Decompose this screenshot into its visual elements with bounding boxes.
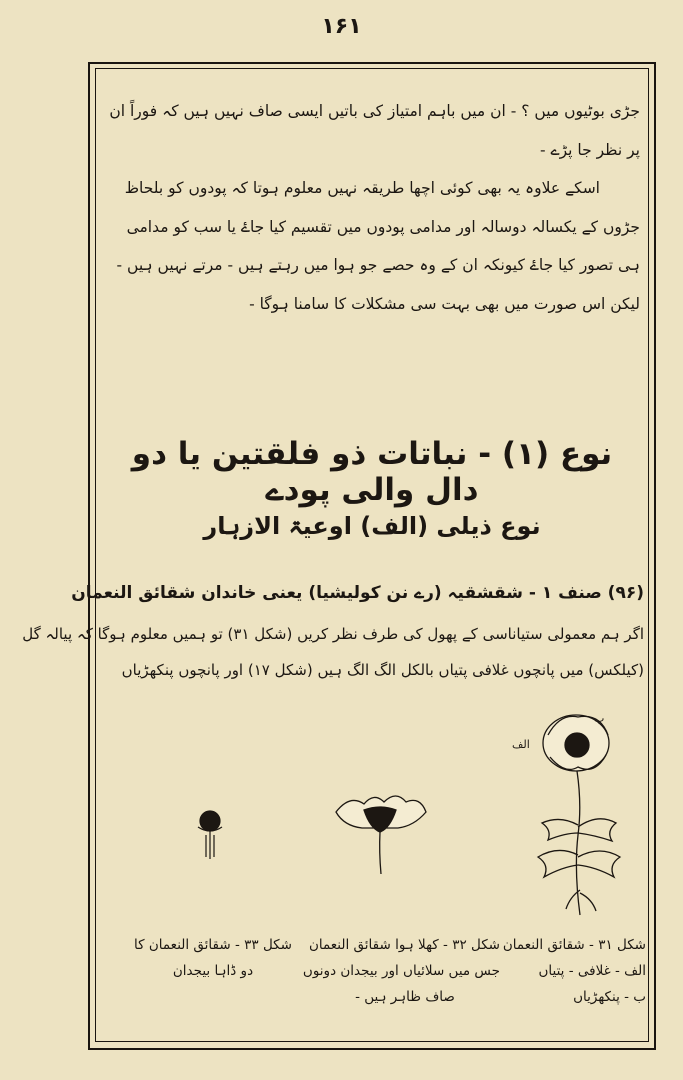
body-line: اگر ہم معمولی ستیاناسی کے پھول کی طرف نظر کریں (شکل ۳۱) تو ہمیں معلوم ہوگا کہ پیالہ گل	[22, 625, 644, 643]
figure-label-alif: الف	[512, 738, 530, 751]
figure-label-be: ب	[594, 712, 605, 725]
caption-figure-32	[302, 932, 500, 1010]
intro-text	[104, 92, 640, 323]
caption-figure-33	[128, 932, 298, 984]
figure-33-seed-head	[190, 805, 230, 865]
subsection-title: نوع ذیلی (الف) اوعیۃ الازہار	[203, 512, 541, 540]
body-line: (کیلکس) میں پانچوں غلافی پتیاں بالکل الگ الگ ہیں (شکل ۱۷) اور پانچوں پنکھڑیاں	[121, 661, 644, 679]
intro-paragraph-2: اسکے علاوہ یہ بھی کوئی اچھا طریقہ نہیں معلوم ہوتا کہ پودوں کو بلحاظ جڑوں کے یکسالہ دوسالہ اور مدامی پودوں میں تقسیم کیا جاۓ یا سب کو مدامی ہی تصور کیا جاۓ کیونکہ ان کے وہ حصے جو ہوا میں رہتے ہیں - مرتے نہیں ہیں - لیکن اس صورت میں بھی بہت سی مشکلات کا سامنا ہوگا -	[116, 179, 640, 313]
caption-line: شکل ۳۲ - کھلا ہوا شقائق النعمان	[308, 937, 500, 953]
figure-32-open-flower	[330, 790, 430, 875]
caption-line: شکل ۳۳ - شقائق النعمان کا	[134, 937, 292, 953]
caption-line: شکل ۳۱ - شقائق النعمان	[502, 937, 646, 953]
caption-line: ب - پنکھڑیاں	[573, 989, 646, 1005]
caption-line: صاف ظاہر ہیں -	[355, 989, 455, 1005]
page-number: ۱۶۱	[321, 14, 362, 39]
intro-paragraph-1: جڑی بوٹیوں میں ؟ - ان میں باہم امتیاز کی باتیں ایسی صاف نہیں ہیں کہ فوراً ان پر نظر جا پڑے -	[109, 102, 640, 159]
caption-line: الف - غلافی - پتیاں	[538, 963, 646, 979]
caption-figure-31	[502, 932, 646, 1010]
figure-31-anemone-plant	[520, 705, 630, 920]
family-heading: (۹۶) صنف ۱ - شقشقیہ (رے نن کولیشیا) یعنی خاندان شقائق النعمان	[71, 583, 644, 603]
section-title: نوع (۱) - نباتات ذو فلقتین یا دو دال والی پودے	[131, 436, 613, 508]
caption-line: جس میں سلائیاں اور بیجدان دونوں	[302, 963, 500, 979]
caption-line: دو ڈاہا بیجدان	[172, 963, 254, 979]
body-text	[22, 616, 644, 688]
